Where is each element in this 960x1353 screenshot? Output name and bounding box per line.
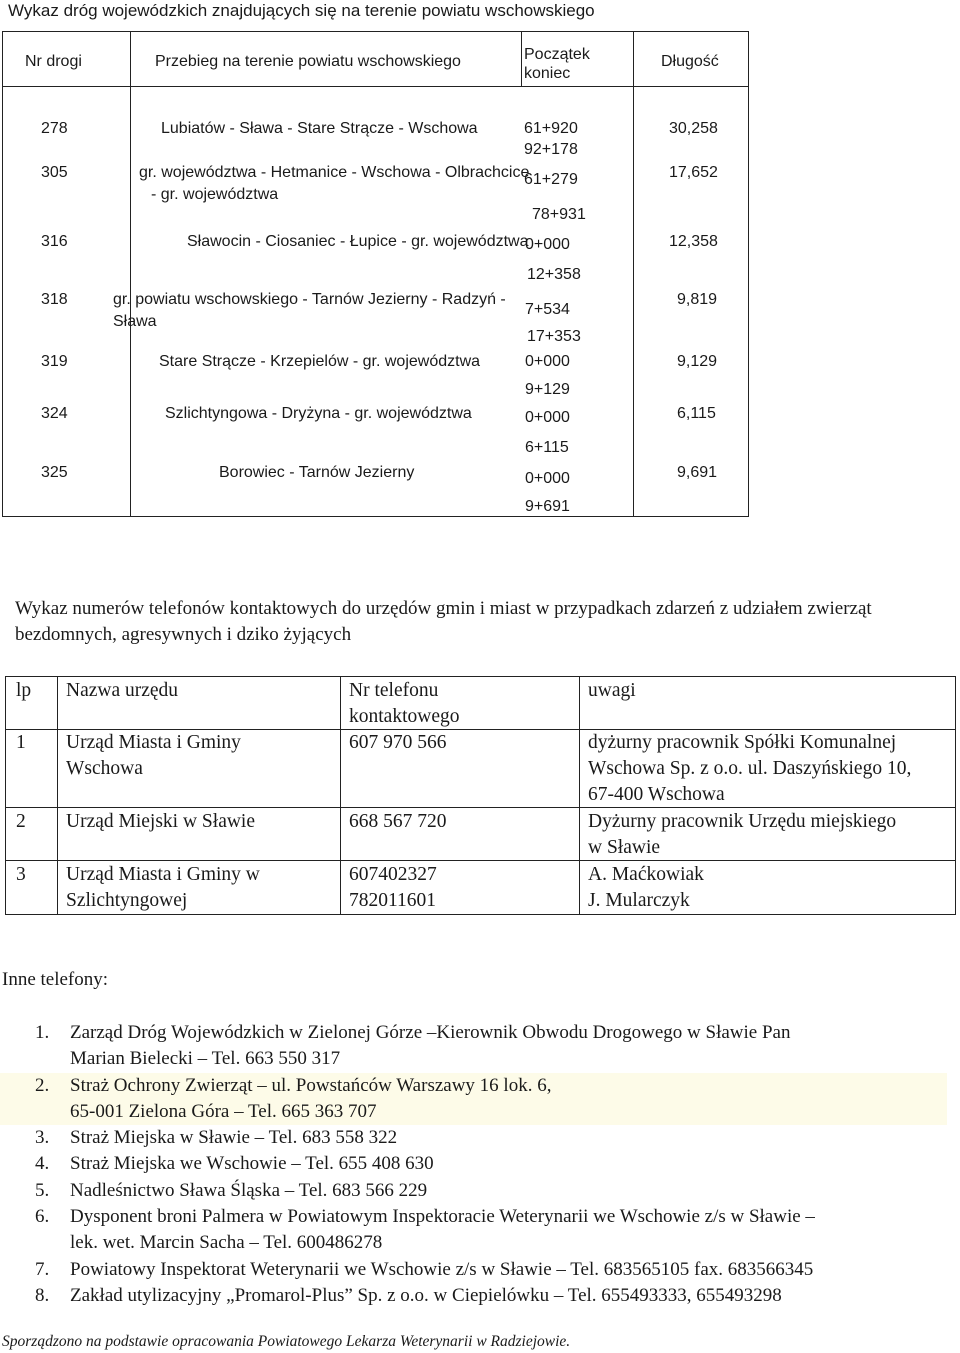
office-notes: dyżurny pracownik Spółki Komunalnej <box>588 732 897 753</box>
road-length: 30,258 <box>669 120 718 137</box>
list-item-text: Straż Ochrony Zwierząt – ul. Powstańców Warszawy 16 lok. 6, <box>70 1074 552 1096</box>
list-item-highlighted <box>0 1073 947 1126</box>
office-phone: 668 567 720 <box>349 811 447 832</box>
row-number: 3 <box>16 864 26 885</box>
office-phone: 607402327 <box>349 864 437 885</box>
road-number: 319 <box>41 353 68 370</box>
phones-intro: Wykaz numerów telefonów kontaktowych do urzędów gmin i miast w przypadkach zdarzeń z udziałem zwierząt bezdomnych, agresywnych i dziko żyjących <box>15 598 872 645</box>
header-start: Początek <box>524 46 590 63</box>
header-length: Długość <box>661 53 719 70</box>
row-number: 1 <box>16 732 26 753</box>
office-notes: w Sławie <box>588 837 661 858</box>
office-name: Szlichtyngowej <box>66 890 188 911</box>
list-item-text: Straż Miejska w Sławie – Tel. 683 558 322 <box>70 1127 398 1149</box>
footer-note: Sporządzono na podstawie opracowania Powiatowego Lekarza Weterynarii w Radziejowie. <box>2 1333 571 1350</box>
road-route: Szlichtyngowa - Dryżyna - gr. województwa <box>165 405 472 422</box>
list-item-number: 6. <box>35 1206 50 1228</box>
list-item <box>35 1125 955 1151</box>
road-start: 61+279 <box>524 171 578 188</box>
list-item-number: 8. <box>35 1284 50 1306</box>
road-end: 9+129 <box>525 381 570 398</box>
header-end: koniec <box>524 65 571 82</box>
road-end: 9+691 <box>525 498 570 515</box>
office-notes: Wschowa Sp. z o.o. ul. Daszyńskiego 10, <box>588 758 912 779</box>
road-number: 318 <box>41 291 68 308</box>
other-phones-list <box>35 1020 955 1309</box>
header-notes: uwagi <box>588 680 636 701</box>
road-length: 17,652 <box>669 164 718 181</box>
list-item-text: Straż Miejska we Wschowie – Tel. 655 408 630 <box>70 1153 434 1175</box>
list-item <box>35 1283 955 1309</box>
list-item-number: 3. <box>35 1127 50 1149</box>
office-notes: 67-400 Wschowa <box>588 784 725 805</box>
header-lp: lp <box>16 680 32 701</box>
road-end: 12+358 <box>527 266 581 283</box>
header-route: Przebieg na terenie powiatu wschowskiego <box>155 53 461 70</box>
header-office-name: Nazwa urzędu <box>66 680 179 701</box>
list-item-text: 65-001 Zielona Góra – Tel. 665 363 707 <box>70 1100 377 1122</box>
road-end: 78+931 <box>532 206 586 223</box>
list-item-text: Powiatowy Inspektorat Weterynarii we Wschowie z/s w Sławie – Tel. 683565105 fax. 683566345 <box>70 1258 814 1280</box>
list-item-number: 1. <box>35 1022 50 1043</box>
list-item-text: lek. wet. Marcin Sacha – Tel. 600486278 <box>70 1232 383 1254</box>
road-route: gr. powiatu wschowskiego - Tarnów Jezierny - Radzyń - <box>113 291 506 308</box>
office-name: Urząd Miejski w Sławie <box>66 811 256 832</box>
list-item <box>35 1151 955 1177</box>
road-start: 0+000 <box>525 409 570 426</box>
road-number: 325 <box>41 464 68 481</box>
list-item <box>35 1178 955 1204</box>
road-end: 92+178 <box>524 141 578 158</box>
office-name: Urząd Miasta i Gminy w <box>66 864 260 885</box>
list-item-number: 5. <box>35 1179 50 1201</box>
list-item-text: Zakład utylizacyjny „Promarol-Plus” Sp. z o.o. w Ciepielówku – Tel. 655493333, 655493298 <box>70 1284 782 1306</box>
phones-table <box>5 676 956 915</box>
road-start: 0+000 <box>525 353 570 370</box>
office-name: Wschowa <box>66 758 143 779</box>
list-item-text: Nadleśnictwo Sława Śląska – Tel. 683 566 229 <box>70 1179 428 1201</box>
other-phones-title: Inne telefony: <box>2 969 109 990</box>
road-length: 12,358 <box>669 233 718 250</box>
header-phone: Nr telefonu <box>349 680 439 701</box>
road-route: Sława <box>113 313 157 330</box>
road-end: 6+115 <box>525 439 569 456</box>
office-name: Urząd Miasta i Gminy <box>66 732 241 753</box>
list-item <box>35 1204 955 1257</box>
roads-table <box>2 31 749 517</box>
list-item-number: 7. <box>35 1258 50 1280</box>
office-notes: Dyżurny pracownik Urzędu miejskiego <box>588 811 897 832</box>
list-item <box>35 1257 955 1283</box>
page-title: Wykaz dróg wojewódzkich znajdujących się na terenie powiatu wschowskiego <box>8 1 595 20</box>
road-route: Stare Strącze - Krzepielów - gr. województwa <box>159 353 481 370</box>
road-length: 6,115 <box>677 405 716 422</box>
header-road-number: Nr drogi <box>25 53 82 70</box>
road-length: 9,819 <box>677 291 718 308</box>
road-start: 0+000 <box>525 236 570 253</box>
list-item-number: 2. <box>35 1074 50 1096</box>
road-start: 61+920 <box>524 120 578 137</box>
office-notes: A. Maćkowiak <box>588 864 704 885</box>
list-item-text: Dysponent broni Palmera w Powiatowym Inspektoracie Weterynarii we Wschowie z/s w Sławie – <box>70 1206 815 1228</box>
list-item-text: Marian Bielecki – Tel. 663 550 317 <box>70 1048 341 1070</box>
road-length: 9,129 <box>677 353 718 370</box>
road-route: Sławocin - Ciosaniec - Łupice - gr. województwa <box>187 233 529 250</box>
office-notes: J. Mularczyk <box>588 890 690 911</box>
row-number: 2 <box>16 811 26 832</box>
road-route: Borowiec - Tarnów Jezierny <box>219 464 415 481</box>
list-item-number: 4. <box>35 1153 50 1175</box>
road-number: 305 <box>41 164 68 181</box>
header-phone: kontaktowego <box>349 706 460 727</box>
road-route: gr. województwa - Hetmanice - Wschowa - Olbrachcice <box>139 164 530 181</box>
office-phone: 782011601 <box>349 890 437 911</box>
office-phone: 607 970 566 <box>349 732 447 753</box>
road-start: 0+000 <box>525 470 570 487</box>
road-route: - gr. województwa <box>151 186 279 203</box>
list-item <box>35 1020 955 1073</box>
list-item-text: Zarząd Dróg Wojewódzkich w Zielonej Górze –Kierownik Obwodu Drogowego w Sławie Pan <box>70 1022 791 1043</box>
road-number: 278 <box>41 120 68 137</box>
road-number: 324 <box>41 405 68 422</box>
road-end: 17+353 <box>527 328 581 345</box>
road-start: 7+534 <box>525 301 570 318</box>
road-number: 316 <box>41 233 68 250</box>
road-route: Lubiatów - Sława - Stare Strącze - Wschowa <box>161 120 478 137</box>
road-length: 9,691 <box>677 464 718 481</box>
